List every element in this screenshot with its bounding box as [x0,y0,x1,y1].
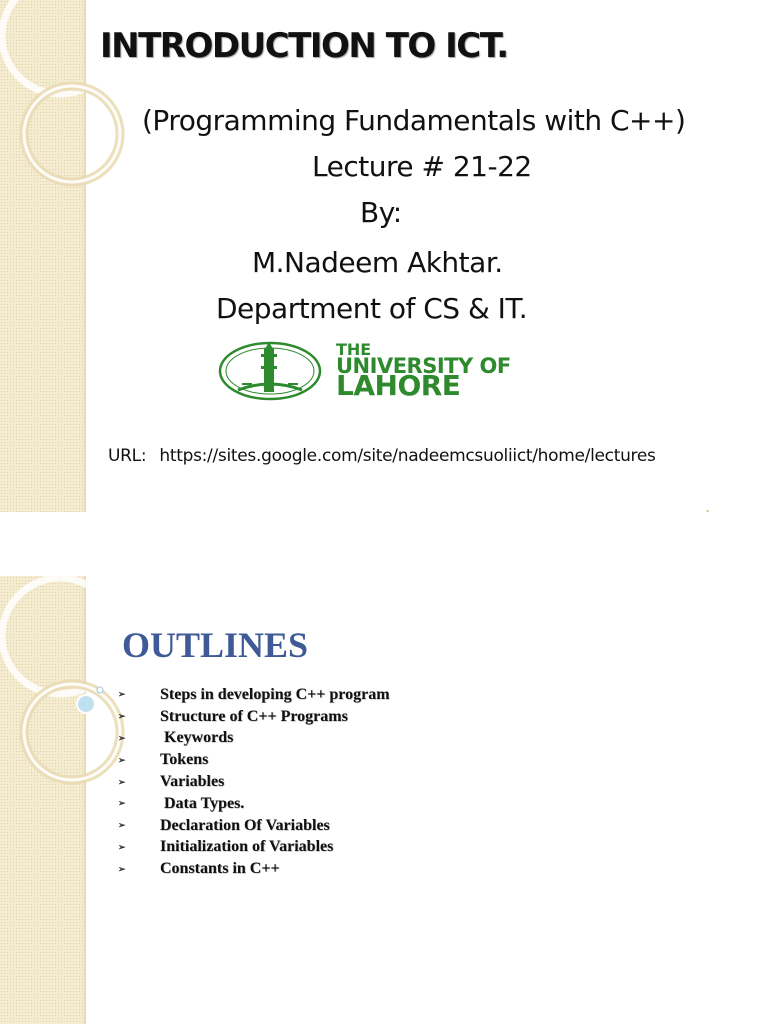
outlines-title: OUTLINES [122,625,309,665]
logo-text-lahore: LAHORE [336,369,461,402]
bullet-arrow-icon: ➢ [118,820,126,831]
list-item: ➢ Constants in C++ [118,860,280,878]
bullet-arrow-icon: ➢ [118,841,126,852]
department-name: Department of CS & IT. [216,292,528,325]
url-label: URL: [108,446,147,466]
list-item: ➢ Declaration Of Variables [118,816,330,834]
slide-title: INTRODUCTION TO ICT. [100,26,508,66]
list-item: ➢ Tokens [118,751,209,769]
bullet-arrow-icon: ➢ [118,732,126,743]
lecture-number: Lecture # 21-22 [312,150,532,183]
page-gap [0,512,768,576]
url-line [108,446,656,466]
list-item: ➢ Steps in developing C++ program [118,685,390,703]
bullet-arrow-icon: ➢ [118,711,126,722]
slide-sidebar [0,0,86,512]
university-seal-icon [218,340,330,402]
list-item: ➢ Variables [118,773,225,791]
bullet-arrow-icon: ➢ [118,776,126,787]
bullet-arrow-icon: ➢ [118,863,126,874]
bullet-arrow-icon: ➢ [118,754,126,765]
list-item: ➢ Initialization of Variables [118,838,334,856]
lecture-url-link[interactable]: https://sites.google.com/site/nadeemcsuoliict/home/lectures [159,446,656,466]
course-subtitle: (Programming Fundamentals with C++) [142,104,686,137]
author-name: M.Nadeem Akhtar. [252,246,503,279]
university-logo [218,340,564,402]
outlines-slide [0,576,768,1024]
by-label: By: [360,196,402,229]
logo-text-the: THE [336,340,372,359]
list-item: ➢ Structure of C++ Programs [118,707,348,725]
list-item: ➢ Keywords [118,729,234,747]
outline-list [118,684,390,880]
list-item: ➢ Data Types. [118,794,245,812]
bullet-arrow-icon: ➢ [118,689,126,700]
slide-sidebar [0,576,86,1024]
logo-text-university: UNIVERSITY OF [336,354,511,378]
bullet-arrow-icon: ➢ [118,798,126,809]
